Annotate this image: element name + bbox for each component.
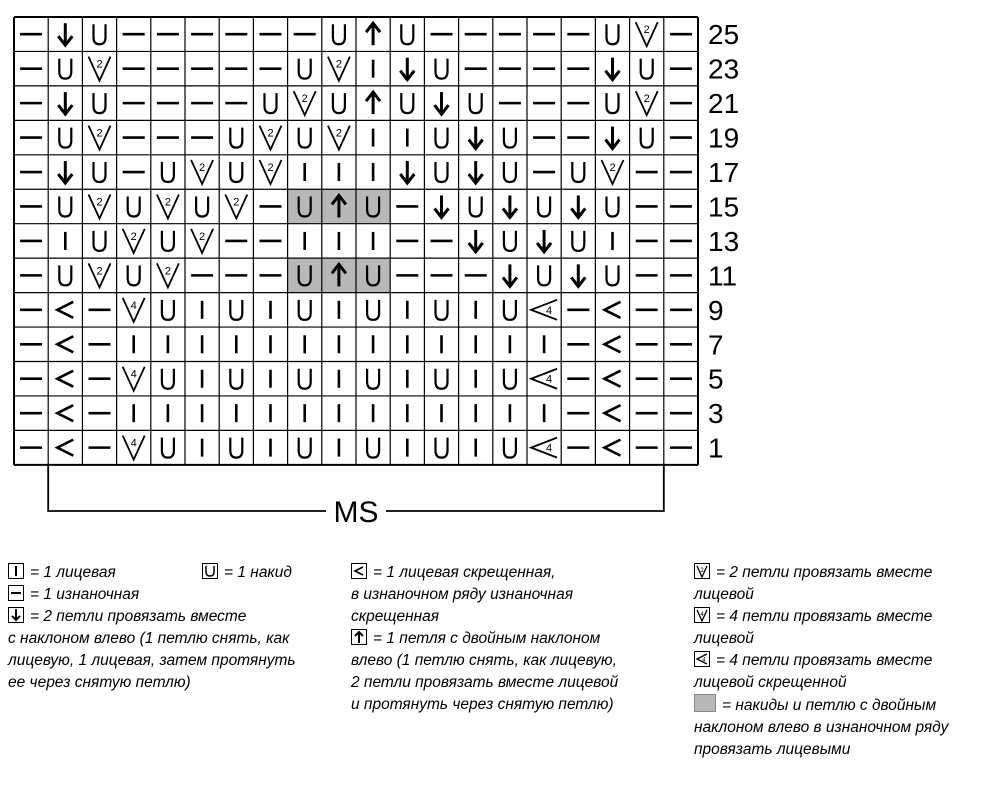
- legend-gray-line-3: провязать лицевыми: [694, 741, 851, 758]
- k4tog-tbl-icon: [531, 438, 557, 458]
- yarn-over-icon: [367, 369, 379, 389]
- k2tog-icon: [123, 229, 145, 253]
- k4tog-tbl-icon: [531, 369, 557, 389]
- down-arrow-symbol-icon: [8, 607, 24, 623]
- yarn-over-icon: [367, 438, 379, 458]
- repeat-label: MS: [333, 496, 379, 529]
- legend-double-dec-line-2: влево (1 петлю снять, как лицевую,: [351, 652, 617, 669]
- gray-cell-symbol-icon: [694, 694, 716, 712]
- yarn-over-icon: [436, 438, 448, 458]
- yarn-over-icon: [162, 300, 174, 320]
- up-arrow-icon: [366, 92, 380, 114]
- yarn-over-icon: [436, 369, 448, 389]
- crossed-knit-icon: [605, 405, 621, 421]
- row-number-label: 9: [708, 294, 724, 326]
- k2tog-icon: [328, 57, 350, 81]
- crossed-knit-icon: [57, 371, 73, 387]
- yarn-over-icon: [504, 300, 516, 320]
- yarn-over-icon: [436, 162, 448, 182]
- k2tog-icon: [157, 194, 179, 218]
- legend-ktbl-line-3: скрещенная: [351, 608, 440, 625]
- up-arrow-symbol-icon: [351, 629, 367, 645]
- yarn-over-icon: [94, 231, 106, 251]
- row-number-label: 15: [708, 191, 740, 223]
- down-arrow-icon: [606, 58, 620, 80]
- k2tog-icon: [602, 160, 624, 184]
- svg-text:2: 2: [301, 93, 308, 106]
- legend-k2tog-left-line-4: ее через снятую петлю): [8, 674, 191, 691]
- crossed-knit-icon: [57, 336, 73, 352]
- yarn-over-icon: [230, 162, 242, 182]
- svg-text:4: 4: [546, 442, 553, 455]
- yarn-over-icon: [436, 300, 448, 320]
- k2tog-icon: [636, 91, 658, 115]
- svg-text:2: 2: [96, 58, 103, 71]
- gray-cell: [288, 258, 322, 292]
- down-arrow-icon: [469, 127, 483, 149]
- yarn-over-icon: [162, 231, 174, 251]
- yarn-over-icon: [162, 369, 174, 389]
- svg-text:4: 4: [700, 612, 704, 618]
- svg-text:2: 2: [335, 58, 342, 71]
- svg-text:2: 2: [199, 230, 206, 243]
- yarn-over-icon: [607, 265, 619, 285]
- svg-text:4: 4: [130, 437, 137, 450]
- yarn-over-icon: [333, 24, 345, 44]
- yarn-over-icon: [59, 265, 71, 285]
- svg-text:2: 2: [164, 265, 171, 278]
- svg-text:2: 2: [96, 196, 103, 209]
- row-number-label: 19: [708, 122, 740, 154]
- svg-text:4: 4: [546, 304, 553, 317]
- yarn-over-icon: [436, 128, 448, 148]
- down-arrow-icon: [469, 161, 483, 183]
- down-arrow-icon: [58, 23, 72, 45]
- yarn-over-icon: [367, 300, 379, 320]
- k2tog-icon: [89, 57, 111, 81]
- down-arrow-icon: [571, 264, 585, 286]
- k2tog-icon: [191, 160, 213, 184]
- crossed-knit-icon: [605, 336, 621, 352]
- down-arrow-icon: [58, 161, 72, 183]
- yarn-over-icon: [299, 128, 311, 148]
- crossed-knit-icon: [605, 302, 621, 318]
- row-number-label: 7: [708, 329, 724, 361]
- svg-text:2: 2: [199, 162, 206, 175]
- down-arrow-icon: [503, 264, 517, 286]
- yarn-over-icon: [59, 59, 71, 79]
- legend-ktbl-line-2: в изнаночном ряду изнаночная: [351, 586, 573, 603]
- row-number-label: 25: [708, 19, 740, 51]
- yarn-over-icon: [470, 196, 482, 216]
- legend-column-1: [8, 562, 338, 694]
- yarn-over-icon: [94, 162, 106, 182]
- k2tog-icon: [157, 263, 179, 287]
- svg-text:2: 2: [267, 127, 274, 140]
- k4tog-icon: [123, 436, 145, 460]
- row-number-label: 21: [708, 88, 740, 120]
- yarn-over-icon: [572, 231, 584, 251]
- k2tog-icon: [89, 126, 111, 150]
- yarn-over-icon: [299, 59, 311, 79]
- yarn-over-icon: [641, 128, 653, 148]
- legend-k2tog-left-line-3: лицевую, 1 лицевая, затем протянуть: [8, 652, 296, 669]
- down-arrow-icon: [400, 58, 414, 80]
- legend-k4tog-line-2: лицевой: [694, 630, 754, 647]
- down-arrow-icon: [537, 230, 551, 252]
- down-arrow-icon: [58, 92, 72, 114]
- down-arrow-icon: [435, 195, 449, 217]
- k2tog-icon: [294, 91, 316, 115]
- k2tog-icon: [225, 194, 247, 218]
- yarn-over-icon: [333, 93, 345, 113]
- svg-text:2: 2: [335, 127, 342, 140]
- yarn-over-icon: [641, 59, 653, 79]
- yarn-over-icon: [265, 93, 277, 113]
- row-number-label: 5: [708, 363, 724, 395]
- legend-k2tog: 2 = 2 петли провязать вместе: [694, 562, 994, 584]
- gray-cell: [356, 189, 390, 223]
- legend-gray-line-2: наклоном влево в изнаночном ряду: [694, 719, 949, 736]
- crossed-knit-icon: [57, 302, 73, 318]
- yarn-over-icon: [230, 438, 242, 458]
- yarn-over-icon: [607, 196, 619, 216]
- legend-k2tog-left: = 2 петли провязать вместе: [8, 606, 338, 628]
- svg-text:2: 2: [643, 93, 650, 106]
- row-number-label: 3: [708, 398, 724, 430]
- yarn-over-icon: [504, 231, 516, 251]
- yarn-over-icon: [299, 369, 311, 389]
- k4tog-tbl-icon: [531, 300, 557, 320]
- svg-text:2: 2: [96, 127, 103, 140]
- crossed-knit-icon: [605, 371, 621, 387]
- yarn-over-icon: [128, 196, 140, 216]
- crossed-knit-icon: [57, 440, 73, 456]
- yarn-over-icon: [504, 369, 516, 389]
- knit-symbol-icon: [8, 563, 24, 579]
- k4tog-symbol-icon: [694, 607, 710, 623]
- down-arrow-icon: [606, 127, 620, 149]
- k2tog-icon: [191, 229, 213, 253]
- legend-double-dec-line-3: 2 петли провязать вместе лицевой: [351, 674, 619, 691]
- yarn-over-symbol-icon: [202, 563, 218, 579]
- down-arrow-icon: [469, 230, 483, 252]
- yarn-over-icon: [94, 24, 106, 44]
- svg-text:2: 2: [130, 230, 137, 243]
- yarn-over-icon: [607, 24, 619, 44]
- legend-gray: = накиды и петлю с двойным: [694, 694, 994, 717]
- yarn-over-icon: [299, 300, 311, 320]
- row-number-label: 11: [708, 260, 738, 292]
- svg-text:2: 2: [609, 162, 616, 175]
- k2tog-icon: [636, 22, 658, 46]
- k4tog-icon: [123, 367, 145, 391]
- legend-double-dec-line-4: и протянуть через снятую петлю): [351, 696, 614, 713]
- k4tog-tbl-symbol-icon: [694, 651, 710, 667]
- crossed-knit-icon: [605, 440, 621, 456]
- yarn-over-icon: [299, 438, 311, 458]
- gray-cell: [356, 258, 390, 292]
- legend-double-dec: = 1 петля с двойным наклоном: [351, 628, 681, 650]
- row-number-label: 23: [708, 53, 740, 85]
- crossed-knit-symbol-icon: [351, 563, 367, 579]
- yarn-over-icon: [162, 162, 174, 182]
- k2tog-icon: [260, 126, 282, 150]
- legend-purl: = 1 изнаночная: [8, 584, 338, 606]
- yarn-over-icon: [436, 59, 448, 79]
- svg-text:2: 2: [233, 196, 240, 209]
- yarn-over-icon: [538, 265, 550, 285]
- yarn-over-icon: [504, 438, 516, 458]
- legend-column-3: [694, 562, 994, 761]
- svg-text:2: 2: [267, 162, 274, 175]
- down-arrow-icon: [503, 195, 517, 217]
- legend-k4tog-tbl: 4 = 4 петли провязать вместе: [694, 650, 994, 672]
- svg-text:4: 4: [546, 373, 553, 386]
- down-arrow-icon: [571, 195, 585, 217]
- yarn-over-icon: [94, 93, 106, 113]
- row-number-label: 13: [708, 225, 740, 257]
- row-number-label: 1: [708, 432, 724, 464]
- legend-ktbl: = 1 лицевая скрещенная,: [351, 562, 681, 584]
- yarn-over-icon: [162, 438, 174, 458]
- svg-text:2: 2: [164, 196, 171, 209]
- yarn-over-icon: [59, 128, 71, 148]
- k2tog-icon: [89, 263, 111, 287]
- yarn-over-icon: [504, 128, 516, 148]
- yarn-over-icon: [504, 162, 516, 182]
- svg-text:2: 2: [643, 24, 650, 37]
- legend-k2tog-line-2: лицевой: [694, 586, 754, 603]
- yarn-over-icon: [572, 162, 584, 182]
- k2tog-icon: [328, 126, 350, 150]
- down-arrow-icon: [400, 161, 414, 183]
- legend-k4tog-tbl-line-2: лицевой скрещенной: [694, 674, 847, 691]
- svg-text:2: 2: [700, 568, 704, 574]
- yarn-over-icon: [230, 128, 242, 148]
- yarn-over-icon: [230, 300, 242, 320]
- down-arrow-icon: [435, 92, 449, 114]
- yarn-over-icon: [196, 196, 208, 216]
- k4tog-icon: [123, 298, 145, 322]
- k2tog-icon: [89, 194, 111, 218]
- yarn-over-icon: [59, 196, 71, 216]
- yarn-over-icon: [230, 369, 242, 389]
- k2tog-icon: [260, 160, 282, 184]
- yarn-over-icon: [538, 196, 550, 216]
- legend-column-2: [351, 562, 681, 716]
- yarn-over-icon: [401, 24, 413, 44]
- yarn-over-icon: [401, 93, 413, 113]
- crossed-knit-icon: [57, 405, 73, 421]
- k2tog-symbol-icon: [694, 563, 710, 579]
- legend-yarn-over: = 1 накид: [202, 562, 292, 584]
- up-arrow-icon: [366, 23, 380, 45]
- yarn-over-icon: [607, 93, 619, 113]
- row-number-label: 17: [708, 157, 740, 189]
- svg-text:4: 4: [702, 657, 706, 664]
- svg-text:4: 4: [130, 299, 137, 312]
- svg-text:2: 2: [96, 265, 103, 278]
- svg-text:4: 4: [130, 368, 137, 381]
- purl-symbol-icon: [8, 585, 24, 601]
- yarn-over-icon: [128, 265, 140, 285]
- legend-k2tog-left-line-2: с наклоном влево (1 петлю снять, как: [8, 630, 290, 647]
- legend-k4tog: 4 = 4 петли провязать вместе: [694, 606, 994, 628]
- yarn-over-icon: [470, 93, 482, 113]
- legend-knit: = 1 лицевая = 1 накид: [8, 562, 338, 584]
- gray-cell: [288, 189, 322, 223]
